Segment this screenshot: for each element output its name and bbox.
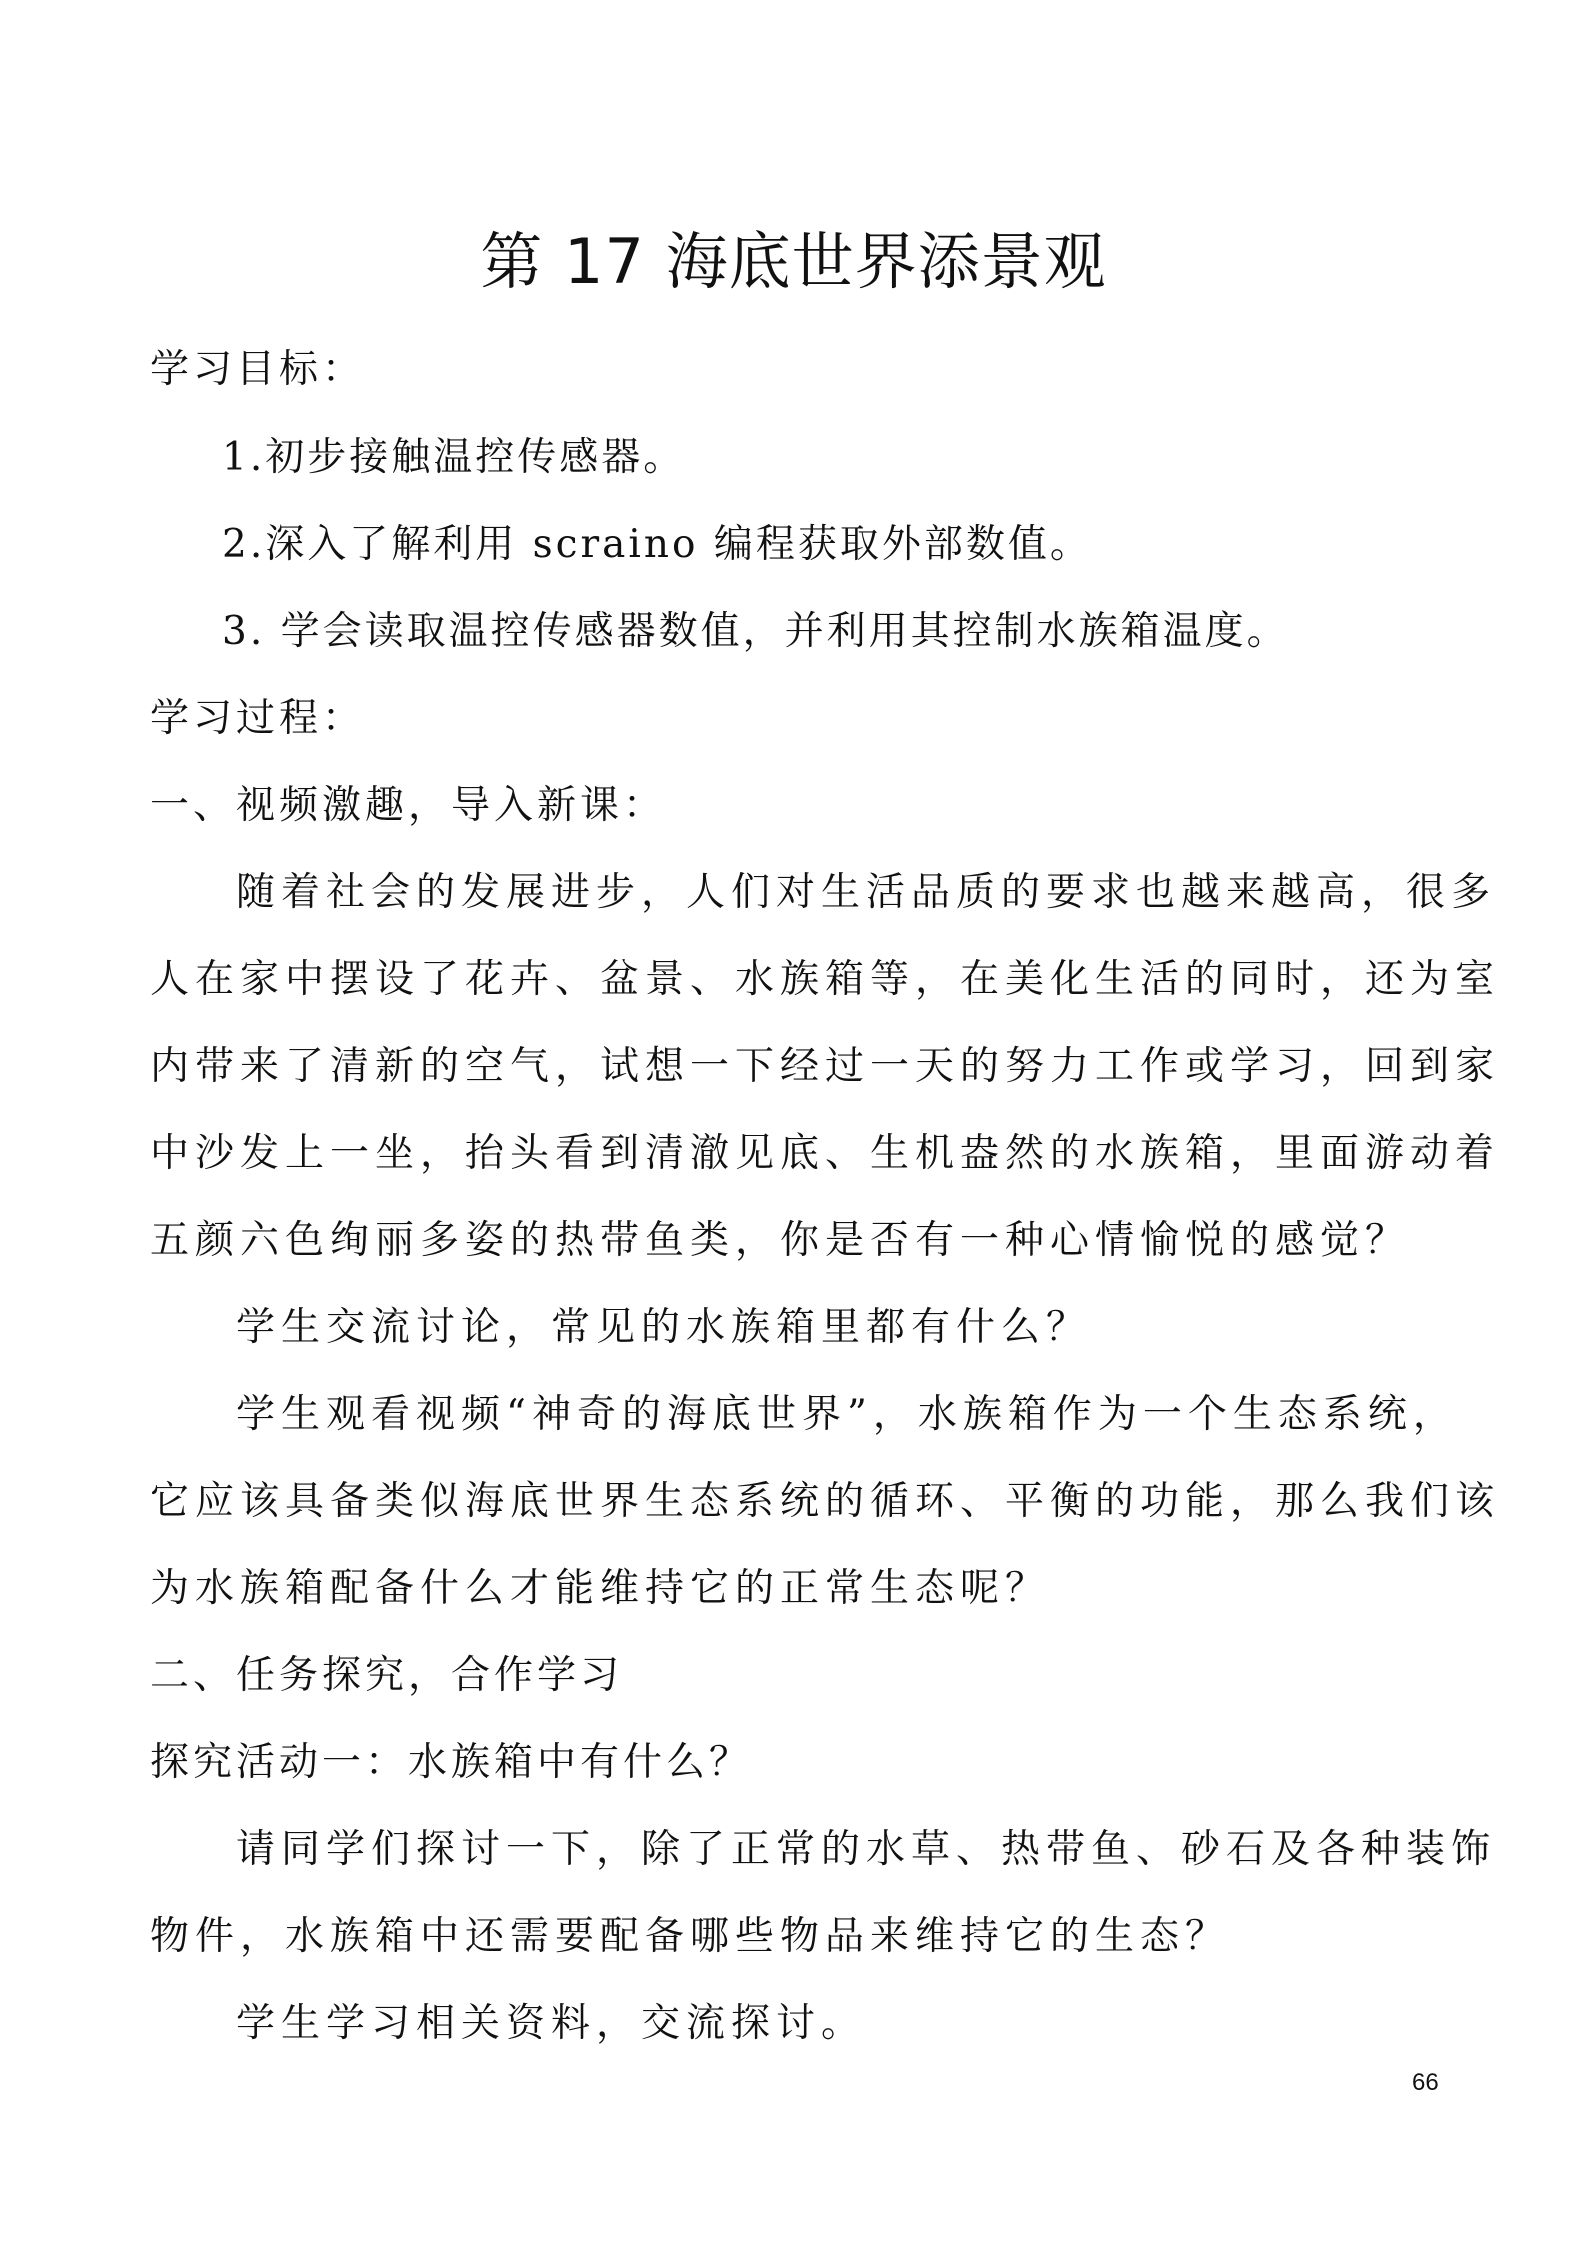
objectives-heading: 学习目标： <box>150 347 366 392</box>
objective-item-1: 1.初步接触温控传感器。 <box>222 435 686 480</box>
paragraph-3-line-3: 为水族箱配备什么才能维持它的正常生态呢？ <box>150 1566 1051 1611</box>
page-number: 66 <box>1412 2069 1439 2096</box>
paragraph-1-line-5: 五颜六色绚丽多姿的热带鱼类，你是否有一种心情愉悦的感觉？ <box>150 1218 1411 1263</box>
paragraph-5: 学生学习相关资料，交流探讨。 <box>236 2001 867 2046</box>
paragraph-4-line-1: 请同学们探讨一下，除了正常的水草、热带鱼、砂石及各种装饰 <box>236 1827 1497 1872</box>
section-2-heading: 二、任务探究，合作学习 <box>150 1653 624 1698</box>
paragraph-4-line-2: 物件，水族箱中还需要配备哪些物品来维持它的生态？ <box>150 1914 1231 1959</box>
section-1-heading: 一、视频激趣，导入新课： <box>150 783 667 828</box>
paragraph-3-line-1: 学生观看视频“神奇的海底世界”，水族箱作为一个生态系统， <box>236 1392 1458 1437</box>
paragraph-2: 学生交流讨论，常见的水族箱里都有什么？ <box>236 1305 1092 1350</box>
process-heading: 学习过程： <box>150 696 366 741</box>
objective-item-2: 2.深入了解利用 scraino 编程获取外部数值。 <box>222 522 1092 567</box>
paragraph-1-line-2: 人在家中摆设了花卉、盆景、水族箱等，在美化生活的同时，还为室 <box>150 957 1501 1002</box>
paragraph-1-line-4: 中沙发上一坐，抬头看到清澈见底、生机盎然的水族箱，里面游动着 <box>150 1131 1501 1176</box>
paragraph-1-line-1: 随着社会的发展进步，人们对生活品质的要求也越来越高，很多 <box>236 870 1497 915</box>
objective-item-3: 3. 学会读取温控传感器数值，并利用其控制水族箱温度。 <box>222 609 1289 654</box>
activity-1-heading: 探究活动一：水族箱中有什么？ <box>150 1740 753 1785</box>
paragraph-3-line-2: 它应该具备类似海底世界生态系统的循环、平衡的功能，那么我们该 <box>150 1479 1501 1524</box>
paragraph-1-line-3: 内带来了清新的空气，试想一下经过一天的努力工作或学习，回到家 <box>150 1044 1501 1089</box>
page-title: 第 17 海底世界添景观 <box>480 225 1107 298</box>
